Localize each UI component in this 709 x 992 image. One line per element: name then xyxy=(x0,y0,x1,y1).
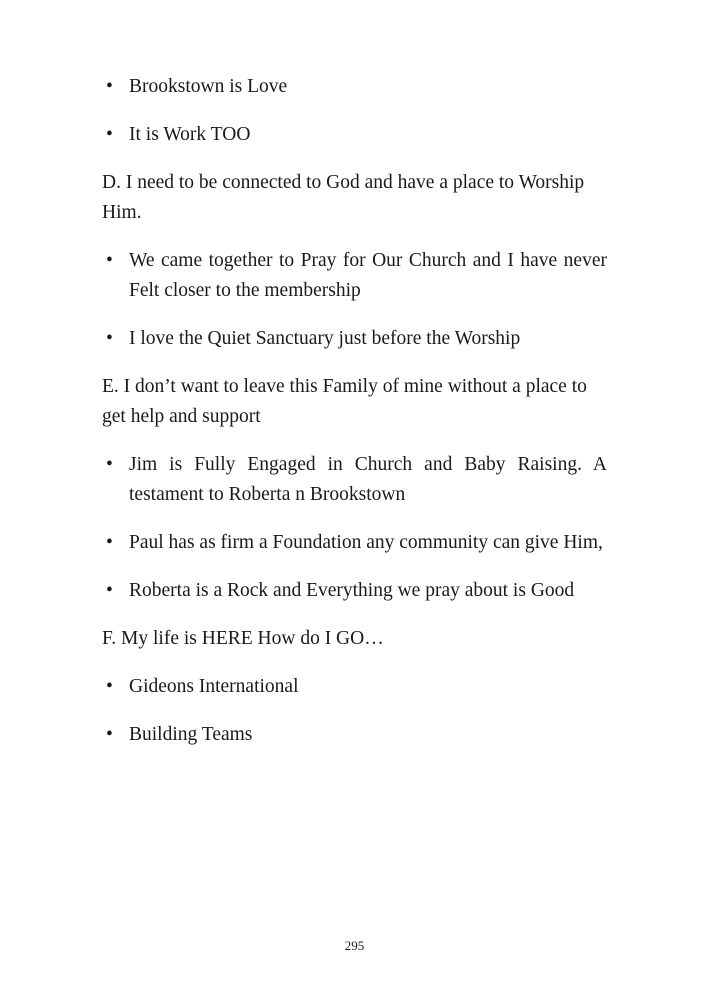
bullet-icon: • xyxy=(106,532,113,553)
bullet-icon: • xyxy=(106,76,113,97)
list-item xyxy=(102,528,607,558)
list-item-text: Roberta is a Rock and Everything we pray about is Good xyxy=(129,580,575,601)
paragraph-e: E. I don’t want to leave this Family of mine without a place to get help and support xyxy=(102,376,587,427)
list-item xyxy=(102,576,607,606)
bullet-icon: • xyxy=(106,580,113,601)
list-item-text: Brookstown is Love xyxy=(129,76,288,97)
list-item-text: Gideons International xyxy=(129,676,299,697)
bullet-icon: • xyxy=(106,328,113,349)
list-item-text: We came together to Pray for Our Church and I have never Felt closer to the membership xyxy=(129,250,607,301)
bullet-icon: • xyxy=(106,124,113,145)
list-item xyxy=(102,324,607,354)
list-item xyxy=(102,246,607,306)
list-item xyxy=(102,672,607,702)
list-item xyxy=(102,120,607,150)
page-number: 295 xyxy=(344,938,365,953)
list-item-text: Jim is Fully Engaged in Church and Baby Raising. A testament to Roberta n Brookstown xyxy=(129,454,607,505)
page-content xyxy=(102,72,607,750)
bullet-icon: • xyxy=(106,676,113,697)
list-item-text: Building Teams xyxy=(129,724,253,745)
bullet-icon: • xyxy=(106,454,113,475)
paragraph-f: F. My life is HERE How do I GO… xyxy=(102,628,384,649)
list-item xyxy=(102,72,607,102)
list-item xyxy=(102,720,607,750)
bullet-icon: • xyxy=(106,250,113,271)
list-item xyxy=(102,450,607,510)
list-item-text: I love the Quiet Sanctuary just before the Worship xyxy=(129,328,521,349)
paragraph-d: D. I need to be connected to God and have a place to Worship Him. xyxy=(102,172,585,223)
list-item-text: It is Work TOO xyxy=(129,124,251,145)
bullet-icon: • xyxy=(106,724,113,745)
list-item-text: Paul has as firm a Foundation any community can give Him, xyxy=(129,532,603,553)
